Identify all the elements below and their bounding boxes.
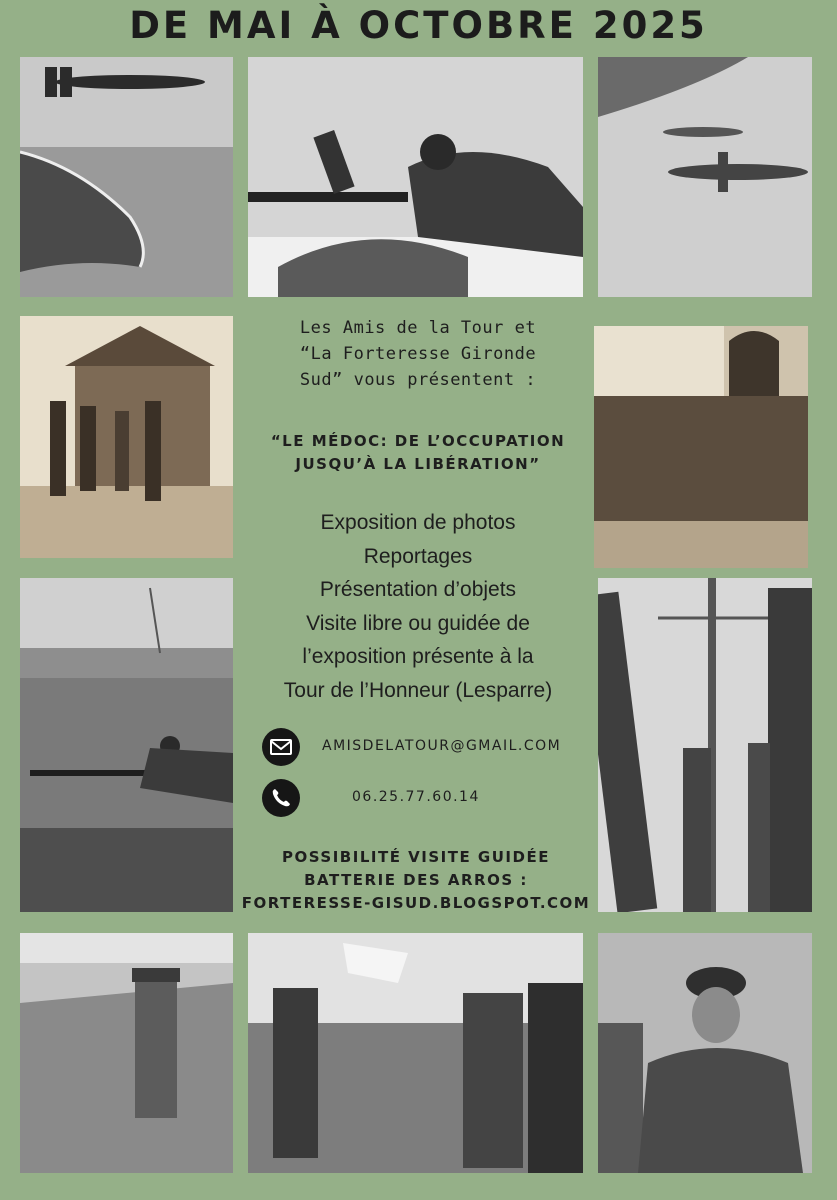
photo-ship-guns [598, 578, 812, 912]
phone-number[interactable]: 06.25.77.60.14 [352, 789, 480, 805]
exhibition-title-line: JUSQU’À LA LIBÉRATION” [295, 455, 541, 473]
intro-text [248, 315, 588, 393]
photo-machine-gunner-snow [248, 57, 583, 297]
intro-line: Les Amis de la Tour et [299, 318, 537, 338]
photo-officers-at-hut [20, 316, 233, 558]
guided-visit-line: BATTERIE DES ARROS : [304, 871, 528, 889]
envelope-icon [262, 728, 300, 766]
program-item: Exposition de photos [320, 511, 516, 534]
program-item: Reportages [363, 544, 473, 568]
guided-visit-line: POSSIBILITÉ VISITE GUIDÉE [282, 848, 550, 866]
program-item: Tour de l’Honneur (Lesparre) [283, 678, 553, 702]
program-item: Présentation d’objets [319, 578, 517, 601]
program-list [248, 506, 588, 707]
intro-line: “La Forteresse Gironde [299, 344, 537, 364]
photo-group-of-soldiers [594, 326, 808, 568]
exhibition-title-line: “LE MÉDOC: DE L’OCCUPATION [270, 432, 566, 450]
photo-gunner-in-marsh [20, 578, 233, 912]
email-address[interactable]: AMISDELATOUR@GMAIL.COM [322, 738, 562, 754]
guided-visit-url[interactable]: FORTERESSE-GISUD.BLOGSPOT.COM [241, 894, 591, 912]
guided-visit-info [238, 846, 594, 915]
program-item: l’exposition présente à la [302, 645, 534, 668]
photo-bombers-in-flight [598, 57, 812, 297]
photo-general-review [248, 933, 583, 1173]
photo-aerial-tower [20, 933, 233, 1173]
poster-title: DE MAI À OCTOBRE 2025 [129, 4, 708, 47]
phone-icon [262, 779, 300, 817]
intro-line: Sud” vous présentent : [299, 370, 537, 390]
photo-bomber-over-coast [20, 57, 233, 297]
contact-phone [262, 779, 592, 819]
contact-email [262, 728, 592, 768]
exhibition-title [248, 430, 588, 476]
photo-german-officer [598, 933, 812, 1173]
program-item: Visite libre ou guidée de [306, 611, 530, 635]
